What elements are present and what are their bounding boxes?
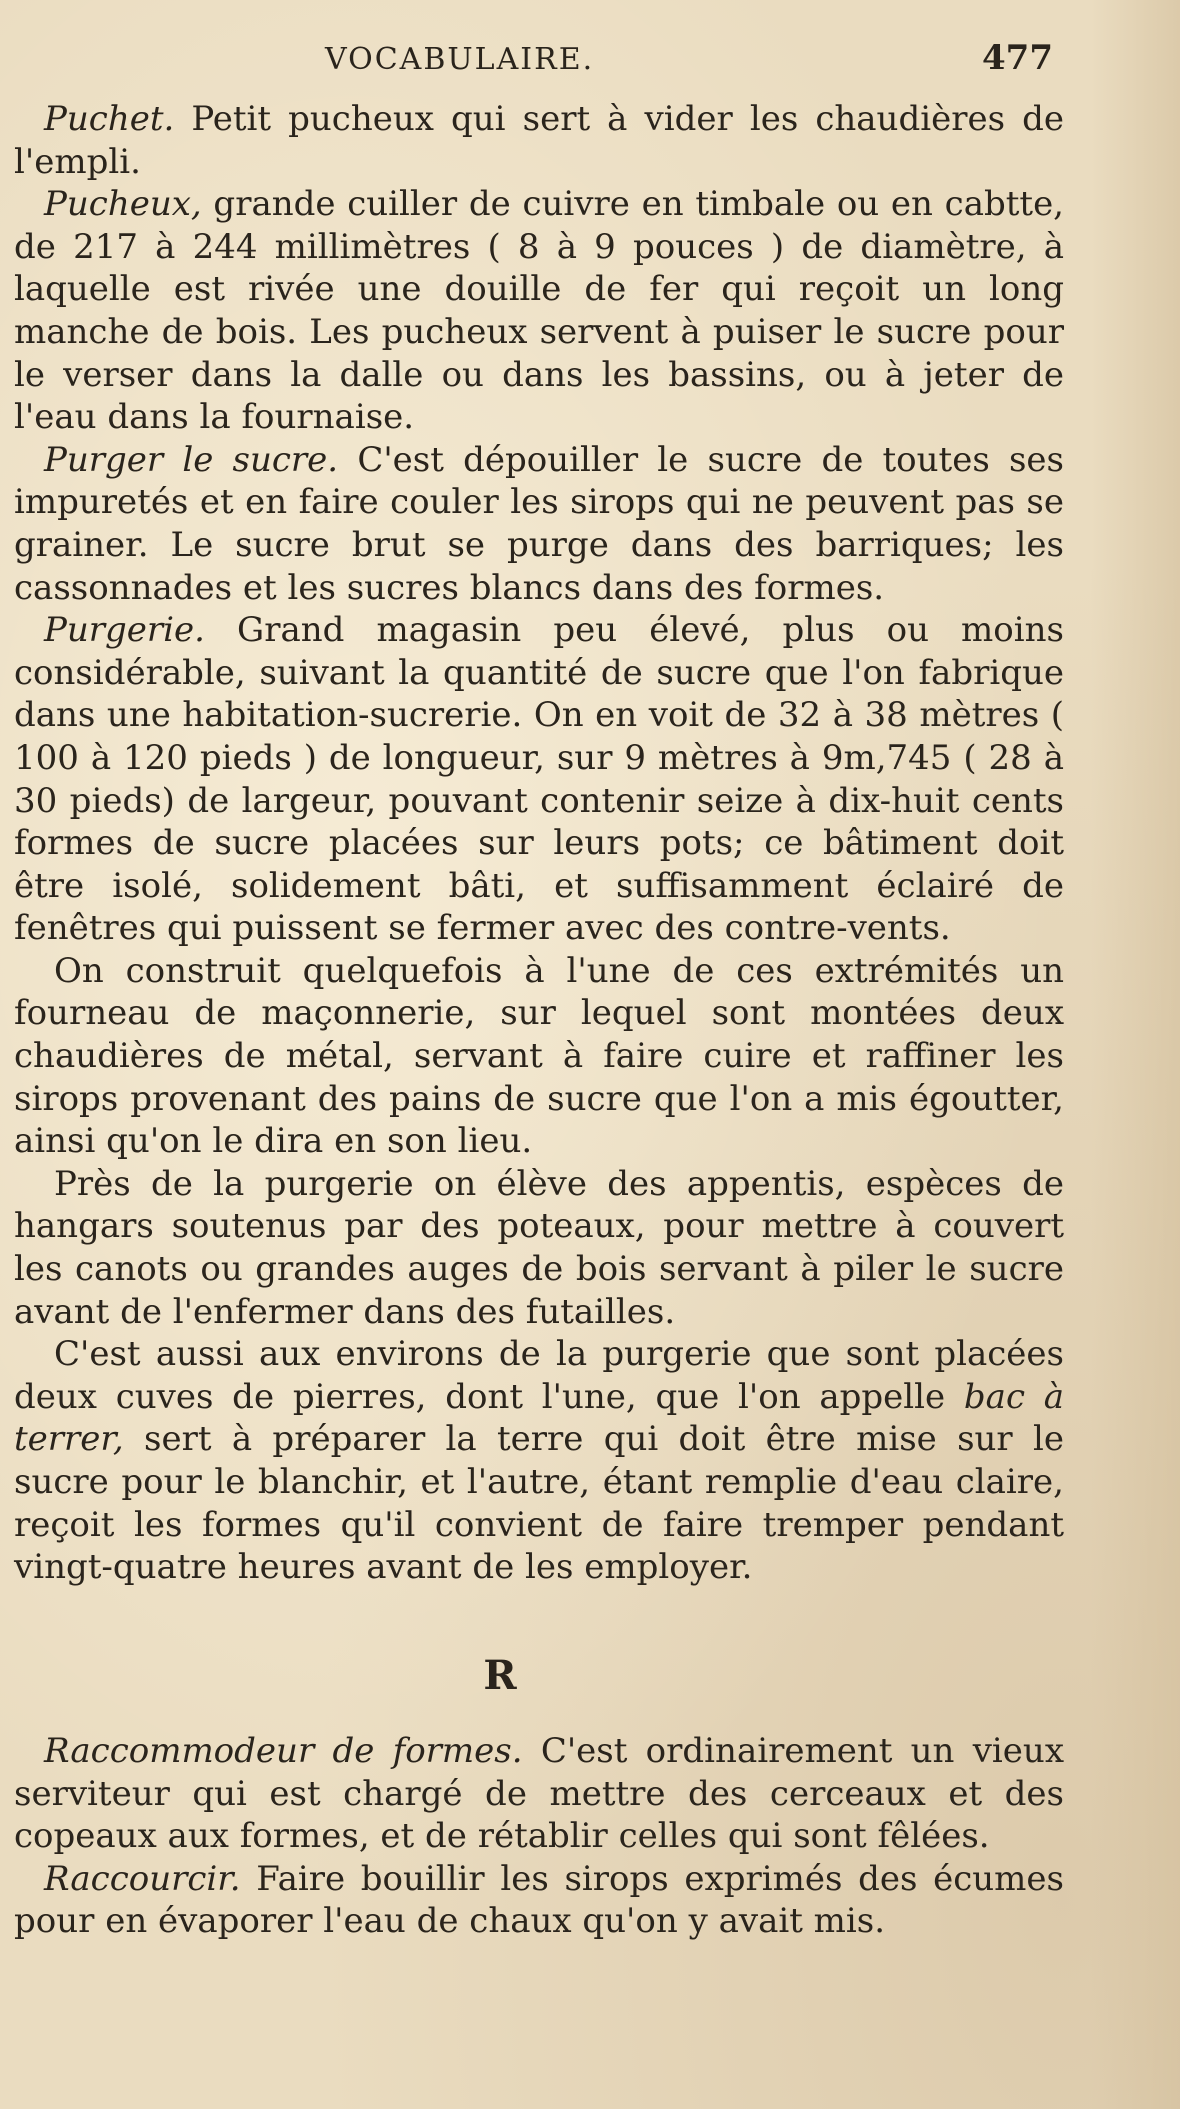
- section-letter: R: [483, 1652, 517, 1699]
- entry-definition: C'est ordinairement un vieux serviteur qui est chargé de mettre des cerceaux et des copeaux aux formes, et de rétablir celles qui sont fêlées.: [14, 1731, 1064, 1857]
- entry-term: Pucheux,: [44, 184, 202, 225]
- entry-raccommodeur: [14, 1730, 1064, 1858]
- paragraph-bac-a-terrer: [14, 1333, 1064, 1589]
- paragraph-text: sert à préparer la terre qui doit être mise sur le sucre pour le blanchir, et l'autre, étant remplie d'eau claire, reçoit les formes qu'il convient de faire tremper pendant vingt-quatre heures avant de les employer.: [14, 1419, 1064, 1588]
- entry-definition: Grand magasin peu élevé, plus ou moins considérable, suivant la quantité de sucre que l'on fabrique dans une habitation-sucrerie. On en voit de 32 à 38 mètres ( 100 à 120 pieds ) de longueur, sur 9 mètres à 9m,745 ( 28 à 30 pieds) de largeur, pouvant contenir seize à dix-huit cents formes de sucre placées sur leurs pots; ce bâtiment doit être isolé, solidement bâti, et suffisamment éclairé de fenêtres qui puissent se fermer avec des contre-vents.: [14, 610, 1064, 949]
- page-header: [0, 38, 1180, 92]
- body-text-r: [14, 1730, 1064, 1943]
- entry-term: Purger le sucre.: [44, 439, 339, 480]
- entry-definition: Faire bouillir les sirops exprimés des écumes pour en évaporer l'eau de chaux qu'on y avait mis.: [14, 1858, 1064, 1942]
- entry-definition: Petit pucheux qui sert à vider les chaudières de l'empli.: [14, 99, 1064, 182]
- body-text: [14, 98, 1064, 1589]
- entry-pucheux: [14, 183, 1064, 439]
- entry-term: Purgerie.: [44, 610, 205, 651]
- entry-term: Puchet.: [44, 99, 175, 139]
- running-title: VOCABULAIRE.: [325, 42, 595, 77]
- entry-definition: C'est dépouiller le sucre de toutes ses impuretés et en faire couler les sirops qui ne peuvent pas se grainer. Le sucre brut se purge dans des barriques; les cassonnades et les sucres blancs dans des formes.: [14, 439, 1064, 608]
- entry-purger-le-sucre: [14, 439, 1064, 609]
- entry-purgerie: [14, 609, 1064, 950]
- entry-term: Raccommodeur de formes.: [44, 1731, 523, 1771]
- italic-term: bac à terrer,: [14, 1376, 1065, 1460]
- entry-term: Raccourcir.: [44, 1858, 241, 1899]
- entry-definition: grande cuiller de cuivre en timbale ou en cabtte, de 217 à 244 millimètres ( 8 à 9 pouces ) de diamètre, à laquelle est rivée une douille de fer qui reçoit un long manche de bois. Les pucheux servent à puiser le sucre pour le verser dans la dalle ou dans les bassins, ou à jeter de l'eau dans la fournaise.: [14, 184, 1064, 438]
- paragraph: On construit quelquefois à l'une de ces extrémités un fourneau de maçonnerie, sur lequel sont montées deux chaudières de métal, servant à faire cuire et raffiner les sirops provenant des pains de sucre que l'on a mis égoutter, ainsi qu'on le dira en son lieu.: [14, 950, 1064, 1162]
- paragraph-text: C'est aussi aux environs de la purgerie que sont placées deux cuves de pierres, dont l'une, que l'on appelle: [14, 1334, 1064, 1417]
- page-number: 477: [982, 38, 1053, 78]
- paragraph: Près de la purgerie on élève des appentis, espèces de hangars soutenus par des poteaux, pour mettre à couvert les canots ou grandes auges de bois servant à piler le sucre avant de l'enfermer dans des futailles.: [14, 1163, 1064, 1332]
- page-edge-shadow: [1090, 0, 1180, 2109]
- entry-raccourcir: [14, 1858, 1064, 1943]
- entry-puchet: [14, 98, 1064, 183]
